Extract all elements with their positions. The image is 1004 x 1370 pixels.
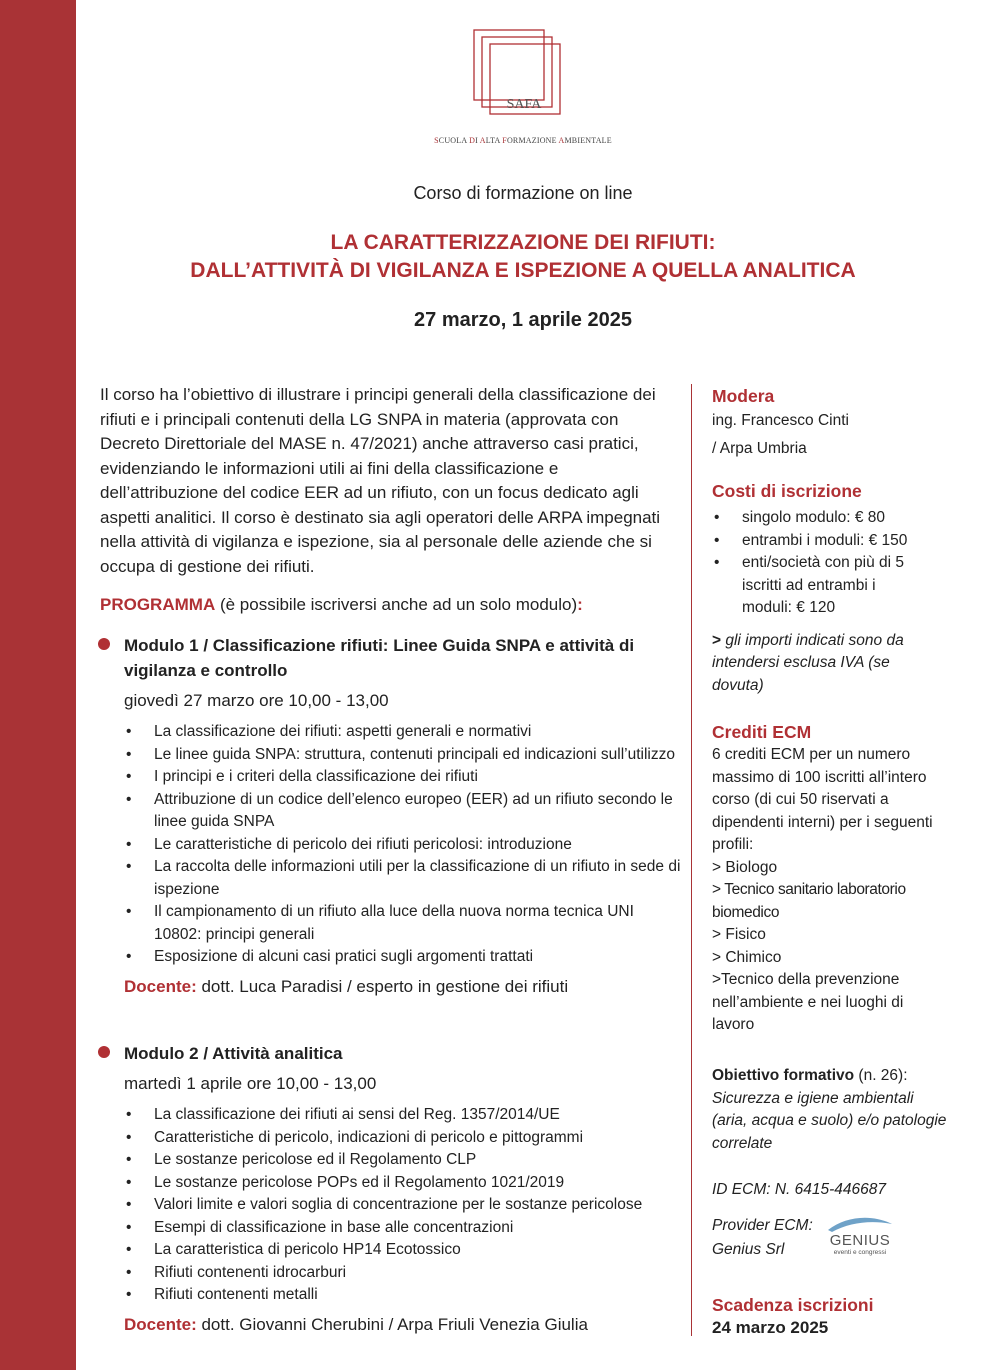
profile-item: > Chimico	[712, 948, 782, 966]
topic-item: • La caratteristica di pericolo HP14 Ecotossico	[124, 1239, 684, 1262]
module-teacher	[124, 975, 684, 999]
costi-title: Costi di iscrizione	[712, 481, 862, 501]
profile-item: > Tecnico sanitario laboratorio biomedico	[712, 881, 906, 921]
logo-text: SAFA	[506, 97, 542, 112]
module-bullet-icon	[98, 638, 110, 650]
moderator-name: ing. Francesco Cinti	[712, 412, 849, 429]
topic-item: • Il campionamento di un rifiuto alla luce della nuova norma tecnica UNI 10802: principi generali	[124, 901, 684, 946]
sidebar-obiettivo	[712, 1065, 952, 1155]
cost-item: • enti/società con più di 5 iscritti ad entrambi i moduli: € 120	[712, 552, 912, 620]
topic-item: • La classificazione dei rifiuti: aspetti generali e normativi	[124, 721, 684, 744]
modera-title: Modera	[712, 386, 775, 406]
cost-note-marker: >	[712, 631, 722, 649]
topic-item: • Caratteristiche di pericolo, indicazioni di pericolo e pittogrammi	[124, 1127, 684, 1150]
topic-item: • La raccolta delle informazioni utili per la classificazione di un rifiuto in sede di ispezione	[124, 856, 684, 901]
course-date: 27 marzo, 1 aprile 2025	[414, 309, 632, 331]
topic-item: • Le sostanze pericolose POPs ed il Regolamento 1021/2019	[124, 1172, 684, 1195]
profile-item: >Tecnico della prevenzione nell’ambiente e nei luoghi di lavoro	[712, 971, 904, 1033]
sidebar-crediti	[712, 720, 937, 1037]
programma-label: PROGRAMMA	[100, 595, 216, 614]
teacher-label: Docente:	[124, 976, 197, 996]
topic-item: • I principi e i criteri della classificazione dei rifiuti	[124, 766, 684, 789]
provider-label: Provider ECM:	[712, 1217, 813, 1234]
course-type: Corso di formazione on line	[413, 183, 633, 203]
genius-logo-text: GENIUS	[829, 1232, 891, 1249]
module-schedule: martedì 1 aprile ore 10,00 - 13,00	[124, 1074, 377, 1093]
teacher-name: dott. Luca Paradisi / esperto in gestione dei rifiuti	[196, 976, 569, 996]
cost-note-text: gli importi indicati sono da intendersi esclusa IVA (se dovuta)	[712, 631, 904, 694]
provider-name: Genius Srl	[712, 1241, 785, 1258]
topic-item: • Le linee guida SNPA: struttura, contenuti principali ed indicazioni sull’utilizzo	[124, 744, 684, 767]
id-ecm: ID ECM: N. 6415-446687	[712, 1181, 887, 1198]
profile-item: > Biologo	[712, 858, 778, 876]
cost-note	[712, 630, 912, 698]
genius-logo-tagline: eventi e congressi	[833, 1249, 887, 1256]
genius-logo	[822, 1212, 896, 1258]
topic-item: • Le sostanze pericolose ed il Regolamento CLP	[124, 1149, 684, 1172]
obiettivo-label: Obiettivo formativo	[712, 1067, 855, 1084]
left-red-band	[0, 0, 76, 1370]
topic-item: • Valori limite e valori soglia di concentrazione per le sostanze pericolose	[124, 1194, 684, 1217]
module-topics	[124, 1104, 684, 1307]
module-teacher	[124, 1313, 684, 1337]
crediti-text: 6 crediti ECM per un numero massimo di 100 iscritti all’intero corso (di cui 50 riservati a dipendenti interni) per i seguenti profili:	[712, 746, 933, 853]
teacher-name: dott. Giovanni Cherubini / Arpa Friuli Venezia Giulia	[196, 1314, 588, 1334]
module-schedule: giovedì 27 marzo ore 10,00 - 13,00	[124, 691, 389, 710]
module-topics	[124, 721, 684, 969]
topic-item: • Esposizione di alcuni casi pratici sugli argomenti trattati	[124, 946, 684, 969]
obiettivo-number: (n. 26):	[854, 1067, 908, 1084]
scadenza-title: Scadenza iscrizioni	[712, 1295, 874, 1315]
module-bullet-icon	[98, 1046, 110, 1058]
course-title-line2: DALL’ATTIVITÀ DI VIGILANZA E ISPEZIONE A QUELLA ANALITICA	[190, 259, 856, 282]
topic-item: • La classificazione dei rifiuti ai sensi del Reg. 1357/2014/UE	[124, 1104, 684, 1127]
course-title-line1: LA CARATTERIZZAZIONE DEI RIFIUTI:	[330, 231, 716, 254]
module-2	[124, 1041, 684, 1337]
topic-item: • Rifiuti contenenti idrocarburi	[124, 1262, 684, 1285]
module-title: Modulo 1 / Classificazione rifiuti: Linee Guida SNPA e attività di vigilanza e controllo	[124, 636, 635, 680]
topic-item: • Le caratteristiche di pericolo dei rifiuti pericolosi: introduzione	[124, 834, 684, 857]
scadenza-date: 24 marzo 2025	[712, 1318, 829, 1337]
cost-item: • singolo modulo: € 80	[712, 507, 912, 530]
module-1	[124, 633, 684, 999]
intro-paragraph: Il corso ha l’obiettivo di illustrare i principi generali della classificazione dei rifiuti e i principali contenuti della LG SNPA in materia (approvata con Decreto Direttoriale del MASE n. 47/2021) anche attraverso casi pratici, evidenziando le informazioni utili ai fini della classificazione e dell’attribuzione del codice EER ad un rifiuto, con un focus dedicato agli aspetti analitici. Il corso è destinato sia agli operatori delle ARPA impegnati nella attività di vigilanza e ispezione, sia al personale delle aziende che si occupa di gestione dei rifiuti.	[100, 385, 661, 576]
obiettivo-text: Sicurezza e igiene ambientali (aria, acqua e suolo) e/o patologie correlate	[712, 1089, 947, 1152]
programma-colon: :	[577, 595, 583, 614]
teacher-label: Docente:	[124, 1314, 197, 1334]
course-title	[0, 229, 1004, 285]
sidebar-scadenza	[712, 1293, 962, 1340]
topic-item: • Esempi di classificazione in base alle concentrazioni	[124, 1217, 684, 1240]
safa-logo	[472, 26, 568, 118]
logo-subtitle: SCUOLA DI ALTA FORMAZIONE AMBIENTALE	[434, 136, 612, 145]
programma-note: (è possibile iscriversi anche ad un solo modulo)	[215, 595, 578, 614]
module-title: Modulo 2 / Attività analitica	[124, 1044, 343, 1063]
profile-item: > Fisico	[712, 926, 766, 943]
moderator-org: / Arpa Umbria	[712, 439, 807, 457]
crediti-title: Crediti ECM	[712, 722, 812, 742]
cost-item: • entrambi i moduli: € 150	[712, 530, 912, 553]
topic-item: • Attribuzione di un codice dell’elenco europeo (EER) ad un rifiuto secondo le linee guida SNPA	[124, 789, 684, 834]
sidebar-costi	[712, 479, 912, 697]
column-divider	[691, 384, 692, 1336]
topic-item: • Rifiuti contenenti metalli	[124, 1284, 684, 1307]
sidebar-modera	[712, 384, 962, 460]
programma-heading	[100, 595, 583, 615]
